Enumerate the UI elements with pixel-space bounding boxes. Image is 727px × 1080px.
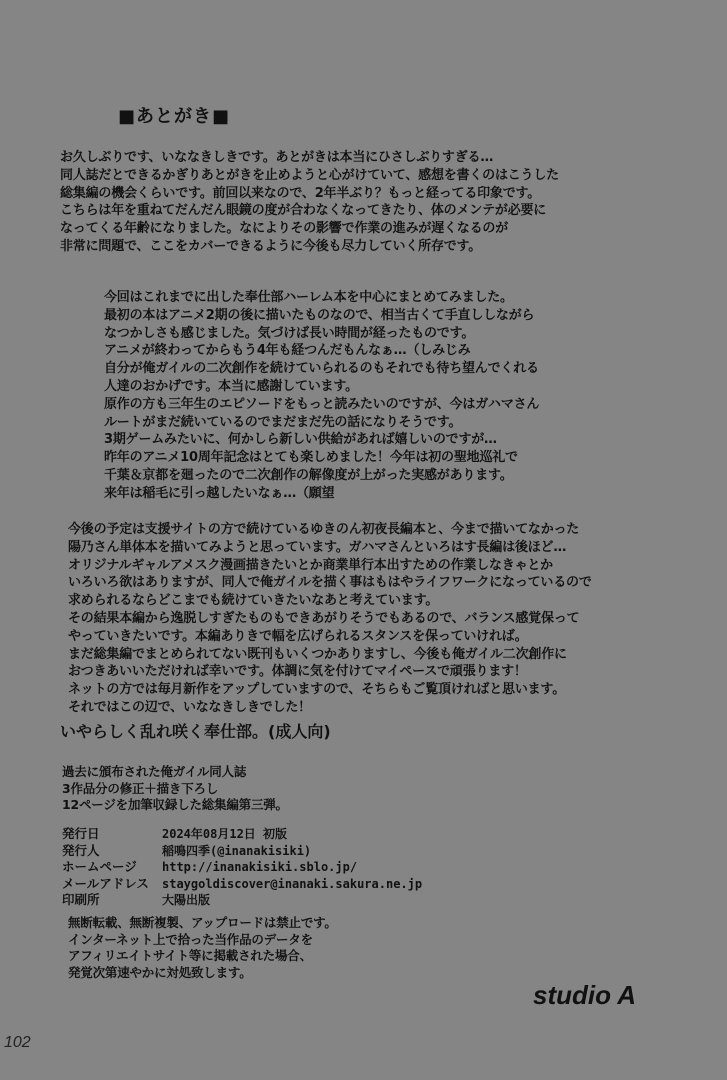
text-line: ネットの方では毎月新作をアップしていますので、そちらもご覧頂ければと思います。 <box>68 682 565 698</box>
book-title: いやらしく乱れ咲く奉仕部。(成人向) <box>60 722 331 741</box>
afterword-paragraph-3 <box>68 521 592 717</box>
colophon-row <box>62 843 422 860</box>
afterword-title: ■あとがき■ <box>118 106 231 127</box>
text-line: 人達のおかげです。本当に感謝しています。 <box>104 378 358 394</box>
text-line: こちらは年を重ねてだんだん眼鏡の度が合わなくなってきたり、体のメンテが必要に <box>60 203 547 219</box>
colophon-label: 発行日 <box>62 826 100 841</box>
colophon-value: 稲鳴四季(@inanakisiki) <box>162 843 312 858</box>
text-line: 発覚次第速やかに対処致します。 <box>68 964 252 980</box>
colophon-label: 印刷所 <box>62 892 100 907</box>
colophon-row <box>62 892 422 909</box>
text-line: 昨年のアニメ10周年記念はとても楽しめました！今年は初の聖地巡礼で <box>104 450 518 466</box>
text-line: 過去に頒布された俺ガイル同人誌 <box>62 764 247 779</box>
text-line: まだ総集編でまとめられてない既刊もいくつかありますし、今後も俺ガイル二次創作に <box>68 646 567 662</box>
text-line: いろいろ欲はありますが、同人で俺ガイルを描く事はもはやライフワークになっているので <box>68 575 592 591</box>
text-line: インターネット上で拾った当作品のデータを <box>68 931 313 947</box>
copyright-notice <box>68 915 337 981</box>
text-line: 3期ゲームみたいに、何かしら新しい供給があれば嬉しいのですが… <box>104 432 497 448</box>
text-line: 総集編の機会くらいです。前回以来なので、2年半ぶり？もっと経ってる印象です。 <box>60 185 541 201</box>
text-line: オリジナルギャルアメスク漫画描きたいとか商業単行本出すための作業しなきゃとか <box>68 557 553 573</box>
text-line: お久しぶりです、いななきしきです。あとがきは本当にひさしぶりすぎる… <box>60 150 494 165</box>
colophon-value: 大陽出版 <box>162 893 211 907</box>
text-line: その結果本編から逸脱しすぎたものもできあがりそうでもあるので、バランス感覚保って <box>68 610 580 626</box>
text-line: 自分が俺ガイルの二次創作を続けていられるのもそれでも待ち望んでくれる <box>104 361 539 377</box>
text-line: 今後の予定は支援サイトの方で続けているゆきのん初夜長編本と、今まで描いてなかった <box>68 522 580 537</box>
colophon-label: メールアドレス <box>62 875 149 891</box>
text-line: ルートがまだ続いているのでまだまだ先の話になりそうです。 <box>104 414 462 430</box>
colophon-row <box>62 826 422 843</box>
email-address: staygoldiscover@inanaki.sakura.ne.jp <box>162 876 423 891</box>
text-line: 同人誌だとできるかぎりあとがきを止めようと心がけていて、感想を書くのはこうした <box>60 167 559 183</box>
text-line: 求められるならどこまでも続けていきたいなあと考えています。 <box>68 593 439 609</box>
text-line: 原作の方も三年生のエピソードをもっと読みたいのですが、今はガハマさん <box>104 396 540 412</box>
page-number: 102 <box>4 1034 31 1051</box>
colophon-table <box>62 826 422 909</box>
text-line: アフィリエイトサイト等に掲載された場合、 <box>68 948 312 963</box>
text-line: 陽乃さん単体本を描いてみようと思っています。ガハマさんといろはす長編は後ほど… <box>68 539 567 555</box>
text-line: 12ページを加筆収録した総集編第三弾。 <box>62 797 288 812</box>
homepage-url: http://inanakisiki.sblo.jp/ <box>162 860 358 874</box>
text-line: 最初の本はアニメ2期の後に描いたものなので、相当古くて手直ししながら <box>104 307 535 323</box>
book-description <box>62 764 288 814</box>
text-line: 非常に問題で、ここをカバーできるように今後も尽力していく所存です。 <box>60 238 482 254</box>
colophon-label: 発行人 <box>62 842 100 858</box>
text-line: やっていきたいです。本編ありきで幅を広げられるスタンスを保っていければ。 <box>68 628 528 644</box>
text-line: それではこの辺で、いななきしきでした！ <box>68 699 311 715</box>
studio-brand: studio A <box>533 980 637 1010</box>
text-line: なつかしさも感じました。気づけば長い時間が経ったものです。 <box>104 325 475 341</box>
colophon-row <box>62 876 422 893</box>
text-line: 今回はこれまでに出した奉仕部ハーレム本を中心にまとめてみました。 <box>104 290 513 305</box>
afterword-paragraph-1 <box>60 149 559 256</box>
colophon-row <box>62 859 422 876</box>
colophon-label: ホームページ <box>62 859 137 874</box>
text-line: 千葉＆京都を廻ったので二次創作の解像度が上がった実感があります。 <box>104 467 513 483</box>
colophon-value: 2024年08月12日 初版 <box>162 827 288 841</box>
text-line: 無断転載、無断複製、アップロードは禁止です。 <box>68 915 337 930</box>
text-line: アニメが終わってからもう4年も経つんだもんなぁ…（しみじみ <box>104 343 471 359</box>
text-line: 来年は稲毛に引っ越したいなぁ…（願望 <box>104 485 335 501</box>
text-line: おつきあいいただければ幸いです。体調に気を付けてマイペースで頑張ります！ <box>68 664 527 680</box>
text-line: なってくる年齢になりました。なによりその影響で作業の進みが遅くなるのが <box>60 221 509 237</box>
text-line: 3作品分の修正＋描き下ろし <box>62 780 219 796</box>
afterword-paragraph-2 <box>104 289 539 503</box>
